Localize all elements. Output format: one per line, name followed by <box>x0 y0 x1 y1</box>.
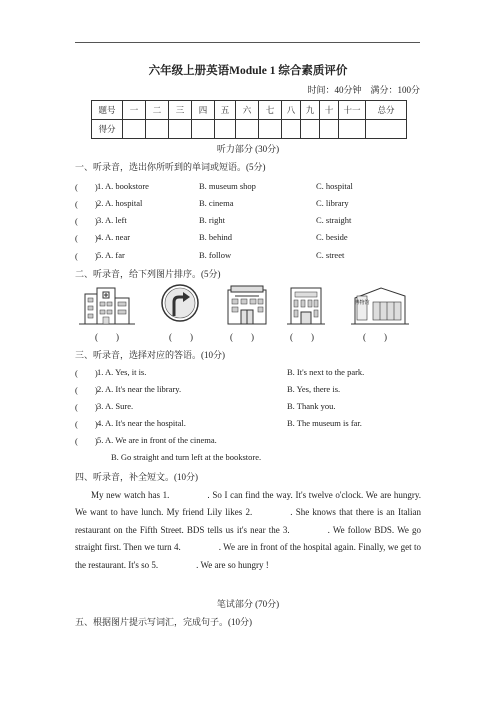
option-b: B. The museum is far. <box>287 418 362 428</box>
score-input-cell[interactable] <box>169 120 192 139</box>
score-input-cell[interactable] <box>215 120 236 139</box>
score-input-cell[interactable] <box>259 120 282 139</box>
order-blank[interactable]: ( ) <box>230 332 254 342</box>
score-table <box>91 100 407 139</box>
passage-text: My new watch has 1. <box>91 490 170 500</box>
score-cell: 三 <box>169 101 192 120</box>
passage-text: . We follow BDS. We go straight first. Then we turn 4. <box>75 524 421 553</box>
section-5-heading: 五、根据图片提示写词汇，完成句子。(10分) <box>75 617 252 627</box>
section-1-heading: 一、听录音，选出你所听到的单词或短语。(5分) <box>75 162 266 172</box>
option-a: 3. A. Sure. <box>97 401 134 411</box>
score-header-row <box>92 101 407 120</box>
question-5-option-b: B. Go straight and turn left at the bookstore. <box>111 452 262 462</box>
score-cell: 一 <box>123 101 146 120</box>
library-picture <box>225 284 269 326</box>
passage-text: . We are in front of the hospital again. Finally, we get to the restaurant. It's so 5. <box>75 542 421 570</box>
museum-sign: 博物馆 <box>354 300 370 306</box>
option-a: 2. A. It's near the library. <box>97 384 182 394</box>
score-cell: 八 <box>282 101 301 120</box>
answer-paren[interactable]: ( ) <box>75 182 98 192</box>
exam-meta: 时间：40分钟 满分：100分 <box>307 85 420 95</box>
score-cell: 五 <box>215 101 236 120</box>
option-a: 1. A. bookstore <box>97 181 149 191</box>
score-cell: 六 <box>236 101 259 120</box>
turn-right-sign-picture <box>159 284 201 326</box>
section-4-heading: 四、听录音，补全短文。(10分) <box>75 472 198 482</box>
option-b: B. museum shop <box>199 181 256 191</box>
score-input-cell[interactable] <box>146 120 169 139</box>
score-input-cell[interactable] <box>366 120 407 139</box>
score-input-cell[interactable] <box>282 120 301 139</box>
option-c: C. beside <box>316 232 348 242</box>
header-rule <box>75 42 420 43</box>
building-picture <box>285 284 327 326</box>
answer-paren[interactable]: ( ) <box>75 385 98 395</box>
score-input-cell[interactable] <box>320 120 339 139</box>
passage-text: . We are so hungry ! <box>196 559 269 570</box>
option-a: 1. A. Yes, it is. <box>97 367 147 377</box>
option-a: 3. A. left <box>97 215 127 225</box>
score-cell: 二 <box>146 101 169 120</box>
answer-paren[interactable]: ( ) <box>75 419 98 429</box>
option-a: 5. A. We are in front of the cinema. <box>97 435 217 445</box>
answer-paren[interactable]: ( ) <box>75 199 98 209</box>
score-cell: 十 <box>320 101 339 120</box>
option-b: B. cinema <box>199 198 234 208</box>
score-cell: 十一 <box>339 101 366 120</box>
score-cell: 九 <box>301 101 320 120</box>
score-input-cell[interactable] <box>192 120 215 139</box>
hospital-picture <box>79 284 135 326</box>
answer-paren[interactable]: ( ) <box>75 233 98 243</box>
score-value-row <box>92 120 407 139</box>
option-b: B. Thank you. <box>287 401 336 411</box>
option-c: C. straight <box>316 215 352 225</box>
listening-part-label: 听力部分 (30分) <box>216 144 280 154</box>
order-blank[interactable]: ( ) <box>290 332 314 342</box>
score-input-cell[interactable] <box>236 120 259 139</box>
option-b: B. behind <box>199 232 233 242</box>
score-cell: 四 <box>192 101 215 120</box>
option-c: C. street <box>316 250 345 260</box>
option-b: B. right <box>199 215 225 225</box>
option-c: C. library <box>316 198 349 208</box>
order-blank[interactable]: ( ) <box>363 332 387 342</box>
score-input-cell[interactable] <box>301 120 320 139</box>
answer-paren[interactable]: ( ) <box>75 436 98 446</box>
answer-paren[interactable]: ( ) <box>75 251 98 261</box>
answer-paren[interactable]: ( ) <box>75 216 98 226</box>
writing-part-label: 笔试部分 (70分) <box>216 599 280 609</box>
option-b: B. It's next to the park. <box>287 367 365 377</box>
option-b: B. follow <box>199 250 232 260</box>
section-3-heading: 三、听录音，选择对应的答语。(10分) <box>75 350 225 360</box>
order-blank[interactable]: ( ) <box>169 332 193 342</box>
option-a: 5. A. far <box>97 250 125 260</box>
answer-paren[interactable]: ( ) <box>75 368 98 378</box>
option-a: 2. A. hospital <box>97 198 143 208</box>
cloze-passage <box>75 487 421 574</box>
score-input-cell[interactable] <box>123 120 146 139</box>
option-c: C. hospital <box>316 181 353 191</box>
score-cell: 总分 <box>366 101 407 120</box>
order-blank[interactable]: ( ) <box>95 332 119 342</box>
answer-paren[interactable]: ( ) <box>75 402 98 412</box>
passage-text: . So I can find the way. It's twelve o'clock. We are hungry. We want to have lunch. My friend Lily likes 2. <box>75 490 422 518</box>
museum-picture <box>351 284 409 326</box>
section-2-heading: 二、听录音，给下列图片排序。(5分) <box>75 269 221 279</box>
option-a: 4. A. It's near the hospital. <box>97 418 186 428</box>
option-b: B. Yes, there is. <box>287 384 341 394</box>
option-a: 4. A. near <box>97 232 131 242</box>
score-cell: 得分 <box>92 120 123 139</box>
picture-row <box>75 284 415 328</box>
score-cell: 题号 <box>92 101 123 120</box>
page-title: 六年级上册英语Module 1 综合素质评价 <box>148 65 348 77</box>
score-cell: 七 <box>259 101 282 120</box>
passage-text: . She knows that there is an Italian restaurant on the Fifth Street. BDS tells us it's near the 3. <box>75 507 421 535</box>
score-input-cell[interactable] <box>339 120 366 139</box>
